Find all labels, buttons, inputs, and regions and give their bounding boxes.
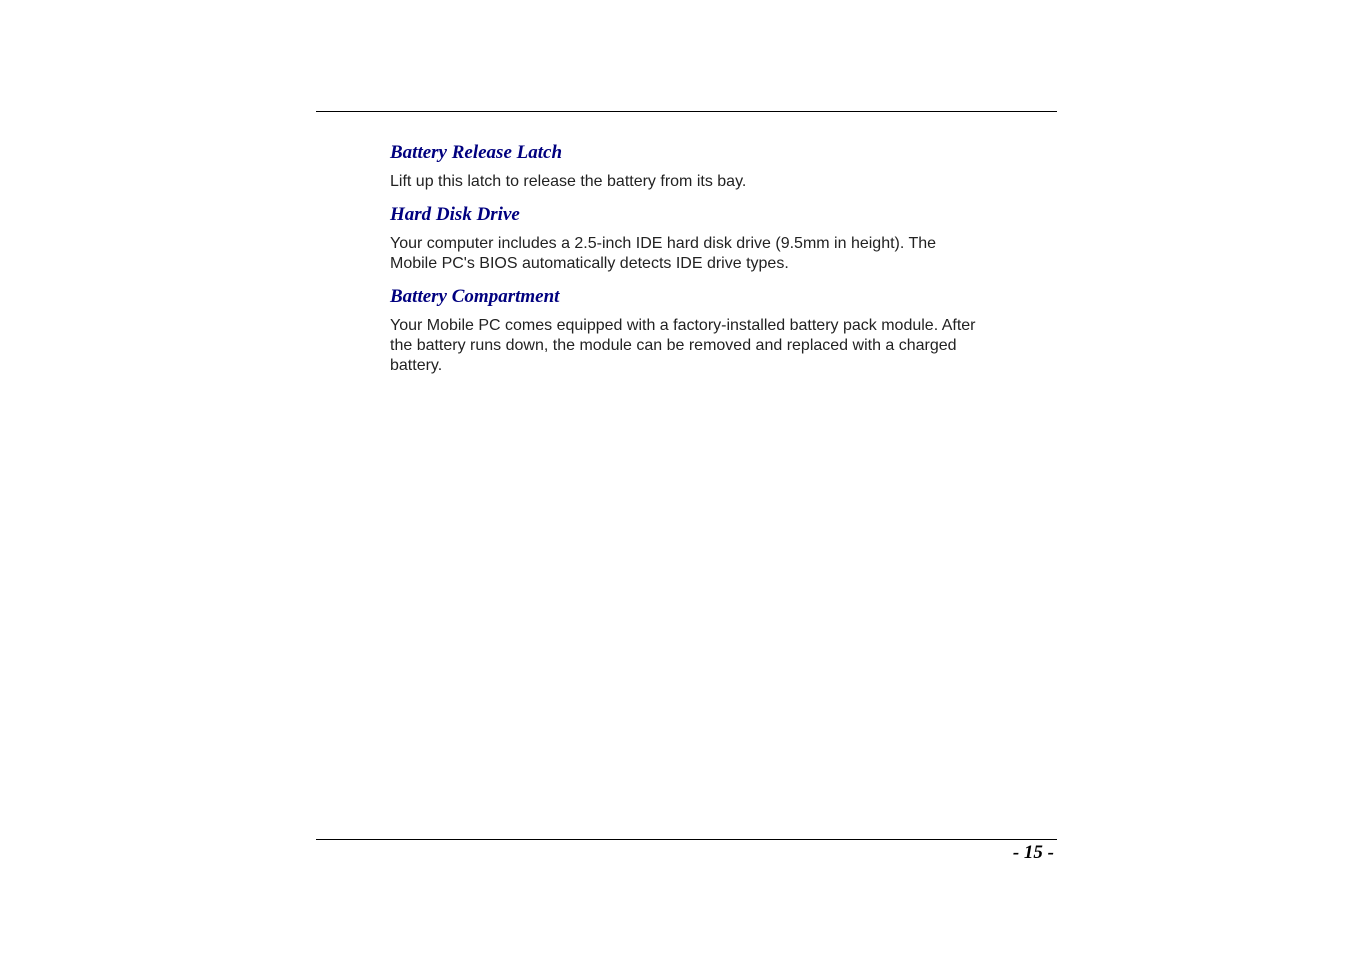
- section-battery-compartment: [390, 284, 1052, 376]
- footer-rule: [316, 839, 1057, 840]
- section-hard-disk-drive: [390, 202, 1052, 274]
- section-paragraph: Your Mobile PC comes equipped with a factory-installed battery pack module. After the battery runs down, the module can be removed and replaced with a charged battery.: [390, 317, 976, 374]
- page-number: - 15 -: [1012, 842, 1054, 863]
- page-content: [390, 140, 1052, 386]
- section-heading: Battery Release Latch: [390, 142, 563, 163]
- section-paragraph: Lift up this latch to release the battery from its bay.: [390, 173, 747, 190]
- header-rule: [316, 111, 1057, 112]
- section-paragraph: Your computer includes a 2.5-inch IDE hard disk drive (9.5mm in height). The Mobile PC's BIOS automatically detects IDE drive types.: [390, 235, 937, 272]
- section-battery-release-latch: [390, 140, 1052, 192]
- section-heading: Hard Disk Drive: [390, 204, 520, 225]
- section-heading: Battery Compartment: [390, 286, 560, 307]
